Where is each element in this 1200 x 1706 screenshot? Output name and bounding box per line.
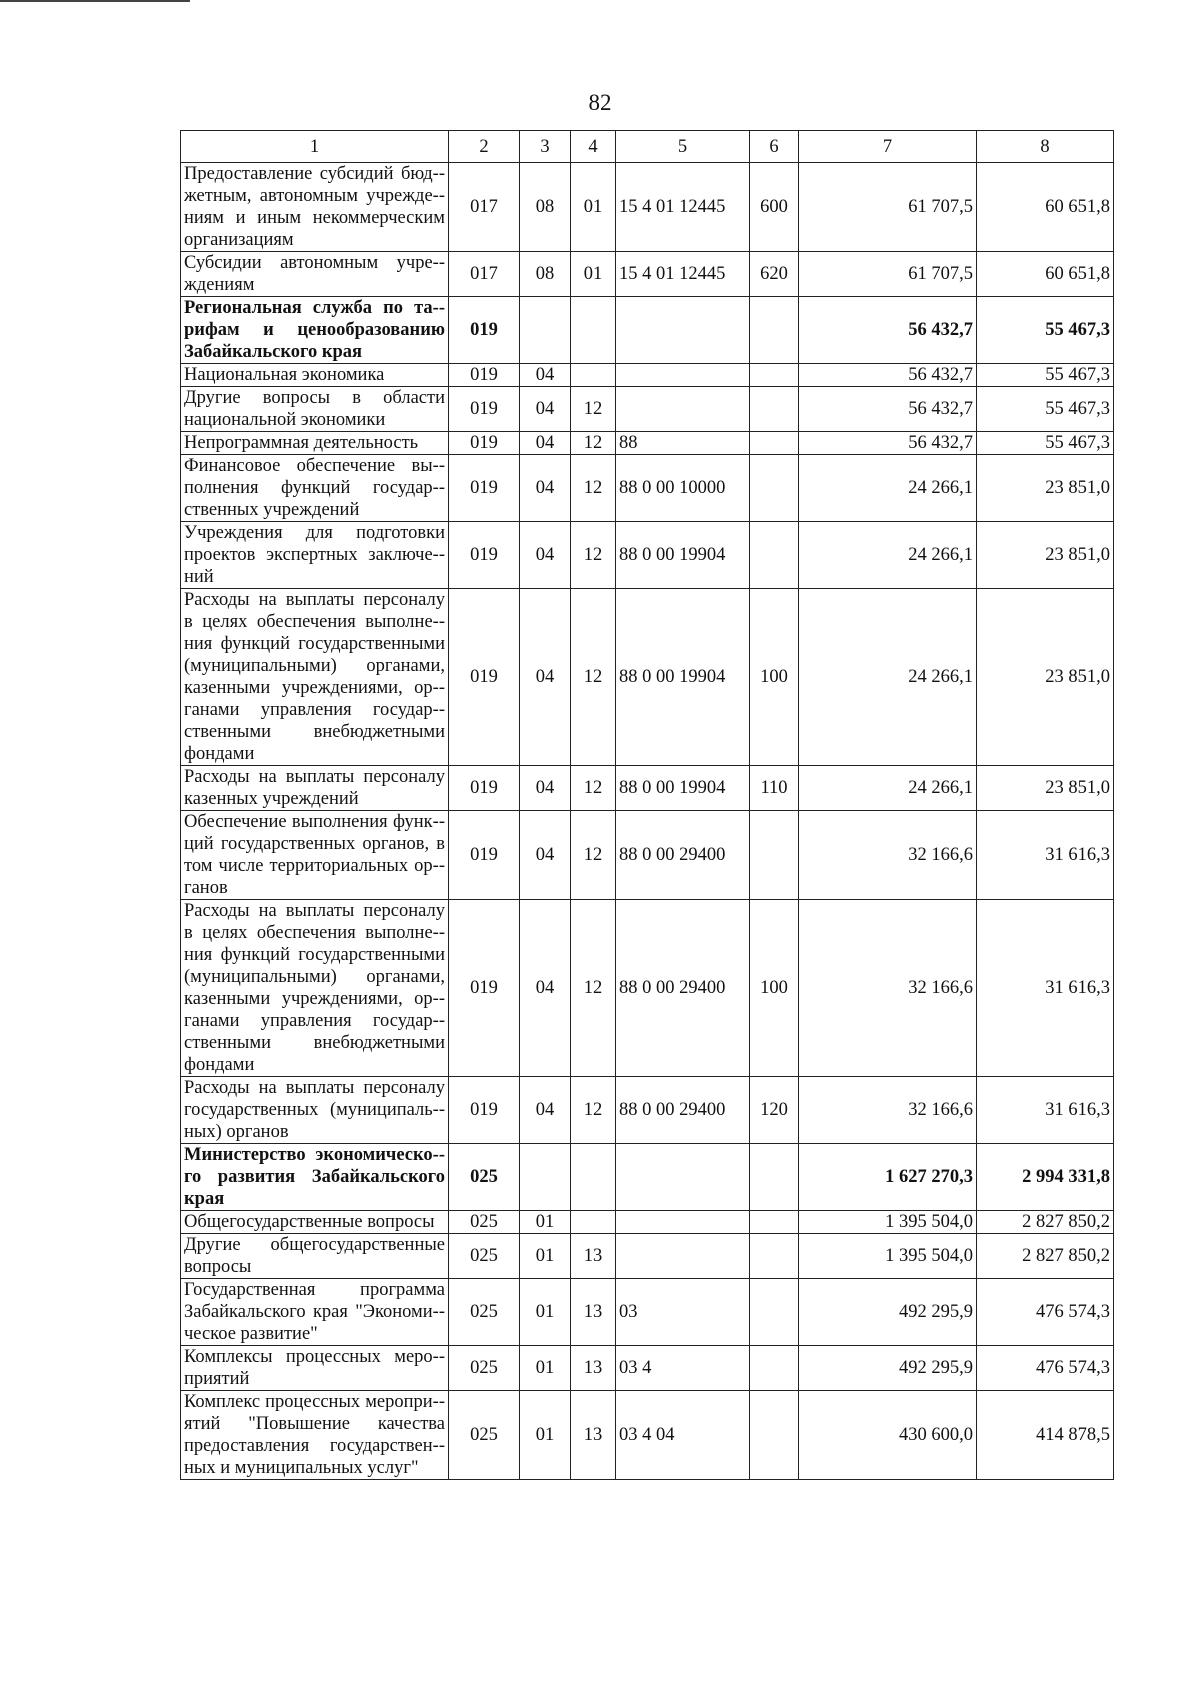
section-code-cell: 01	[520, 1391, 571, 1480]
ministry-code-cell: 019	[449, 432, 520, 455]
table-row	[181, 1234, 1114, 1279]
section-code-cell	[520, 1144, 571, 1211]
table-row	[181, 432, 1114, 455]
amount-year2-cell: 23 851,0	[977, 522, 1114, 589]
table-row	[181, 900, 1114, 1077]
row-name-cell: Непрограммная деятельность	[181, 432, 449, 455]
table-row	[181, 387, 1114, 432]
amount-year2-cell: 414 878,5	[977, 1391, 1114, 1480]
ministry-code-cell: 017	[449, 163, 520, 252]
target-article-cell	[616, 1144, 750, 1211]
target-article-cell: 03	[616, 1279, 750, 1346]
amount-year1-cell: 492 295,9	[799, 1279, 977, 1346]
subsection-code-cell	[571, 364, 616, 387]
amount-year2-cell: 60 651,8	[977, 252, 1114, 297]
expense-type-cell	[750, 1391, 799, 1480]
subsection-code-cell: 13	[571, 1279, 616, 1346]
ministry-code-cell: 019	[449, 455, 520, 522]
ministry-code-cell: 025	[449, 1211, 520, 1234]
page-number: 82	[588, 90, 612, 115]
target-article-cell: 88 0 00 19904	[616, 766, 750, 811]
subsection-code-cell: 01	[571, 252, 616, 297]
amount-year2-cell: 476 574,3	[977, 1279, 1114, 1346]
row-name-cell: Министерство экономическо-го развития Забайкальского края	[181, 1144, 449, 1211]
amount-year2-cell: 55 467,3	[977, 297, 1114, 364]
expense-type-cell	[750, 811, 799, 900]
subsection-code-cell	[571, 297, 616, 364]
row-name-cell: Предоставление субсидий бюд-жетным, автономным учрежде-ниям и иным некоммерческим организациям	[181, 163, 449, 252]
amount-year1-cell: 61 707,5	[799, 163, 977, 252]
expense-type-cell	[750, 1211, 799, 1234]
amount-year1-cell: 1 627 270,3	[799, 1144, 977, 1211]
table-row	[181, 811, 1114, 900]
amount-year2-cell: 55 467,3	[977, 432, 1114, 455]
amount-year2-cell: 55 467,3	[977, 387, 1114, 432]
ministry-code-cell: 025	[449, 1234, 520, 1279]
subsection-code-cell	[571, 1144, 616, 1211]
section-code-cell: 01	[520, 1346, 571, 1391]
budget-table	[180, 130, 1114, 1480]
amount-year2-cell: 31 616,3	[977, 900, 1114, 1077]
expense-type-cell: 600	[750, 163, 799, 252]
target-article-cell: 88 0 00 19904	[616, 589, 750, 766]
target-article-cell: 03 4	[616, 1346, 750, 1391]
row-name-cell: Расходы на выплаты персоналу казенных учреждений	[181, 766, 449, 811]
target-article-cell: 88 0 00 29400	[616, 900, 750, 1077]
subsection-code-cell: 12	[571, 811, 616, 900]
section-code-cell: 04	[520, 589, 571, 766]
target-article-cell: 88 0 00 19904	[616, 522, 750, 589]
amount-year1-cell: 24 266,1	[799, 589, 977, 766]
target-article-cell: 88 0 00 29400	[616, 1077, 750, 1144]
ministry-code-cell: 025	[449, 1391, 520, 1480]
section-code-cell: 04	[520, 364, 571, 387]
header-cell: 5	[616, 131, 750, 163]
expense-type-cell	[750, 1346, 799, 1391]
amount-year2-cell: 23 851,0	[977, 589, 1114, 766]
section-code-cell	[520, 297, 571, 364]
section-code-cell: 04	[520, 811, 571, 900]
header-cell: 4	[571, 131, 616, 163]
expense-type-cell: 100	[750, 900, 799, 1077]
ministry-code-cell: 019	[449, 589, 520, 766]
row-name-cell: Учреждения для подготовки проектов экспертных заключе-ний	[181, 522, 449, 589]
expense-type-cell: 120	[750, 1077, 799, 1144]
expense-type-cell: 620	[750, 252, 799, 297]
amount-year1-cell: 56 432,7	[799, 432, 977, 455]
header-cell: 8	[977, 131, 1114, 163]
amount-year1-cell: 56 432,7	[799, 364, 977, 387]
table-row	[181, 1077, 1114, 1144]
table-row	[181, 1279, 1114, 1346]
ministry-code-cell: 019	[449, 297, 520, 364]
amount-year1-cell: 24 266,1	[799, 766, 977, 811]
target-article-cell: 88 0 00 29400	[616, 811, 750, 900]
section-code-cell: 04	[520, 1077, 571, 1144]
row-name-cell: Комплексы процессных меро-приятий	[181, 1346, 449, 1391]
expense-type-cell	[750, 1144, 799, 1211]
row-name-cell: Комплекс процессных меропри-ятий "Повышение качества предоставления государствен-ных и муниципальных услуг"	[181, 1391, 449, 1480]
table-row	[181, 766, 1114, 811]
ministry-code-cell: 019	[449, 766, 520, 811]
row-name-cell: Расходы на выплаты персоналу в целях обеспечения выполне-ния функций государственными (муниципальными) органами, казенными учреждениями, ор-ганами управления государ-ственными внебюджетными фондами	[181, 589, 449, 766]
ministry-code-cell: 025	[449, 1346, 520, 1391]
ministry-code-cell: 017	[449, 252, 520, 297]
subsection-code-cell: 12	[571, 900, 616, 1077]
amount-year2-cell: 23 851,0	[977, 766, 1114, 811]
expense-type-cell: 100	[750, 589, 799, 766]
subsection-code-cell: 12	[571, 1077, 616, 1144]
section-code-cell: 04	[520, 387, 571, 432]
amount-year1-cell: 32 166,6	[799, 811, 977, 900]
table-row	[181, 522, 1114, 589]
amount-year2-cell: 2 994 331,8	[977, 1144, 1114, 1211]
row-name-cell: Региональная служба по та-рифам и ценообразованию Забайкальского края	[181, 297, 449, 364]
ministry-code-cell: 019	[449, 811, 520, 900]
ministry-code-cell: 019	[449, 387, 520, 432]
target-article-cell: 88 0 00 10000	[616, 455, 750, 522]
target-article-cell: 15 4 01 12445	[616, 252, 750, 297]
expense-type-cell	[750, 297, 799, 364]
table-row	[181, 589, 1114, 766]
target-article-cell	[616, 364, 750, 387]
section-code-cell: 04	[520, 522, 571, 589]
table-row	[181, 364, 1114, 387]
target-article-cell	[616, 297, 750, 364]
ministry-code-cell: 019	[449, 364, 520, 387]
amount-year1-cell: 492 295,9	[799, 1346, 977, 1391]
header-cell: 1	[181, 131, 449, 163]
amount-year1-cell: 32 166,6	[799, 1077, 977, 1144]
table-row	[181, 1391, 1114, 1480]
expense-type-cell: 110	[750, 766, 799, 811]
amount-year1-cell: 61 707,5	[799, 252, 977, 297]
row-name-cell: Национальная экономика	[181, 364, 449, 387]
subsection-code-cell: 12	[571, 589, 616, 766]
ministry-code-cell: 019	[449, 900, 520, 1077]
expense-type-cell	[750, 1234, 799, 1279]
row-name-cell: Субсидии автономным учре-ждениям	[181, 252, 449, 297]
table-row	[181, 455, 1114, 522]
row-name-cell: Финансовое обеспечение вы-полнения функций государ-ственных учреждений	[181, 455, 449, 522]
header-cell: 6	[750, 131, 799, 163]
target-article-cell	[616, 1211, 750, 1234]
amount-year1-cell: 24 266,1	[799, 455, 977, 522]
section-code-cell: 01	[520, 1211, 571, 1234]
expense-type-cell	[750, 364, 799, 387]
amount-year1-cell: 56 432,7	[799, 387, 977, 432]
section-code-cell: 08	[520, 163, 571, 252]
amount-year1-cell: 24 266,1	[799, 522, 977, 589]
section-code-cell: 08	[520, 252, 571, 297]
amount-year2-cell: 31 616,3	[977, 1077, 1114, 1144]
row-name-cell: Государственная программа Забайкальского края "Экономи-ческое развитие"	[181, 1279, 449, 1346]
ministry-code-cell: 019	[449, 522, 520, 589]
table-row	[181, 252, 1114, 297]
subsection-code-cell: 12	[571, 432, 616, 455]
target-article-cell: 15 4 01 12445	[616, 163, 750, 252]
table-row	[181, 1346, 1114, 1391]
expense-type-cell	[750, 455, 799, 522]
amount-year2-cell: 55 467,3	[977, 364, 1114, 387]
table-row	[181, 163, 1114, 252]
amount-year2-cell: 60 651,8	[977, 163, 1114, 252]
table-row	[181, 1144, 1114, 1211]
table-row	[181, 1211, 1114, 1234]
amount-year2-cell: 2 827 850,2	[977, 1234, 1114, 1279]
expense-type-cell	[750, 522, 799, 589]
header-row	[181, 131, 1114, 163]
ministry-code-cell: 025	[449, 1279, 520, 1346]
target-article-cell	[616, 1234, 750, 1279]
row-name-cell: Расходы на выплаты персоналу государственных (муниципаль-ных) органов	[181, 1077, 449, 1144]
header-cell: 7	[799, 131, 977, 163]
amount-year1-cell: 1 395 504,0	[799, 1211, 977, 1234]
section-code-cell: 04	[520, 455, 571, 522]
amount-year2-cell: 23 851,0	[977, 455, 1114, 522]
target-article-cell: 88	[616, 432, 750, 455]
subsection-code-cell: 12	[571, 766, 616, 811]
amount-year1-cell: 32 166,6	[799, 900, 977, 1077]
expense-type-cell	[750, 387, 799, 432]
header-cell: 2	[449, 131, 520, 163]
row-name-cell: Другие общегосударственные вопросы	[181, 1234, 449, 1279]
row-name-cell: Расходы на выплаты персоналу в целях обеспечения выполне-ния функций государственными (муниципальными) органами, казенными учреждениями, ор-ганами управления государ-ственными внебюджетными фондами	[181, 900, 449, 1077]
target-article-cell	[616, 387, 750, 432]
row-name-cell: Обеспечение выполнения функ-ций государственных органов, в том числе территориальных ор-ганов	[181, 811, 449, 900]
section-code-cell: 04	[520, 900, 571, 1077]
row-name-cell: Другие вопросы в области национальной экономики	[181, 387, 449, 432]
section-code-cell: 04	[520, 432, 571, 455]
target-article-cell: 03 4 04	[616, 1391, 750, 1480]
subsection-code-cell: 12	[571, 387, 616, 432]
section-code-cell: 01	[520, 1279, 571, 1346]
subsection-code-cell: 13	[571, 1391, 616, 1480]
header-cell: 3	[520, 131, 571, 163]
section-code-cell: 04	[520, 766, 571, 811]
section-code-cell: 01	[520, 1234, 571, 1279]
subsection-code-cell: 13	[571, 1346, 616, 1391]
amount-year1-cell: 1 395 504,0	[799, 1234, 977, 1279]
amount-year1-cell: 56 432,7	[799, 297, 977, 364]
ministry-code-cell: 025	[449, 1144, 520, 1211]
subsection-code-cell: 13	[571, 1234, 616, 1279]
row-name-cell: Общегосударственные вопросы	[181, 1211, 449, 1234]
amount-year2-cell: 2 827 850,2	[977, 1211, 1114, 1234]
subsection-code-cell: 12	[571, 455, 616, 522]
amount-year2-cell: 476 574,3	[977, 1346, 1114, 1391]
expense-type-cell	[750, 1279, 799, 1346]
expense-type-cell	[750, 432, 799, 455]
amount-year2-cell: 31 616,3	[977, 811, 1114, 900]
subsection-code-cell: 12	[571, 522, 616, 589]
subsection-code-cell	[571, 1211, 616, 1234]
ministry-code-cell: 019	[449, 1077, 520, 1144]
subsection-code-cell: 01	[571, 163, 616, 252]
scan-artifact-line	[0, 0, 190, 5]
table-row	[181, 297, 1114, 364]
amount-year1-cell: 430 600,0	[799, 1391, 977, 1480]
